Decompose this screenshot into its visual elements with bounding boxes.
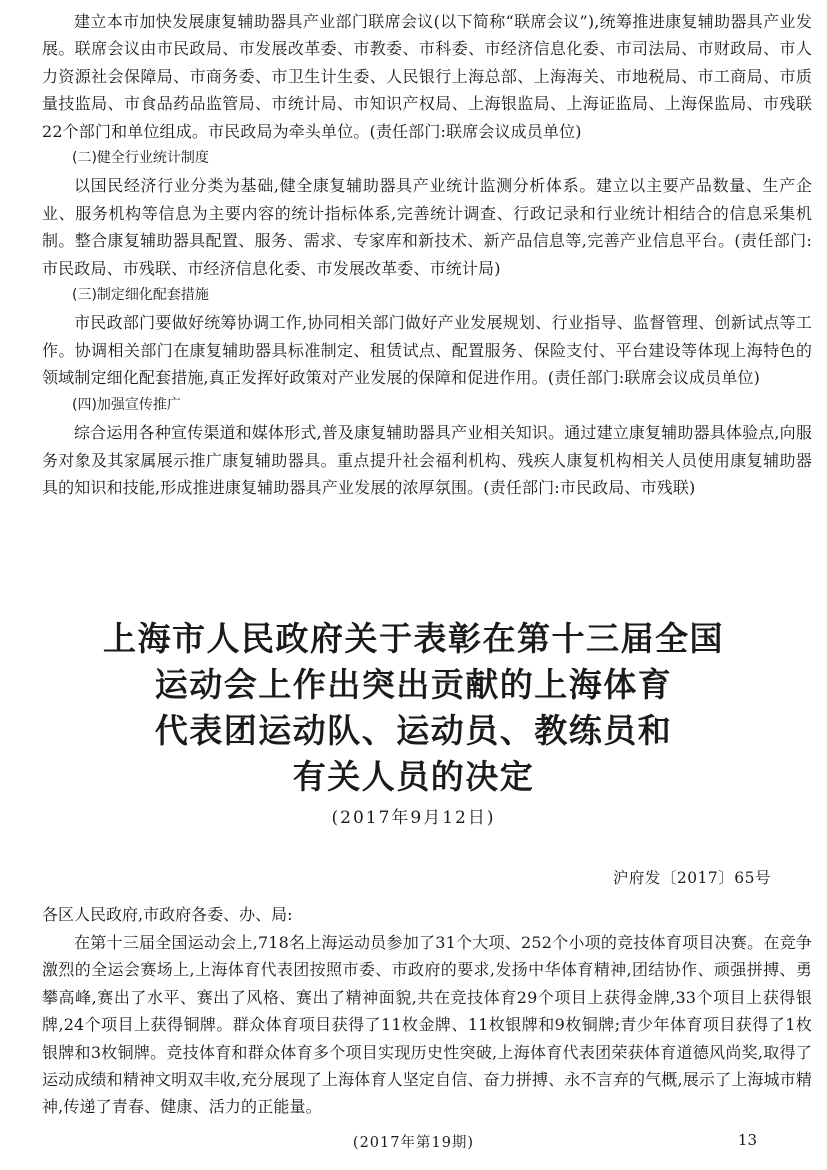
paragraph-publicity: 综合运用各种宣传渠道和媒体形式,普及康复辅助器具产业相关知识。通过建立康复辅助器具体验点,向服务对象及其家属展示推广康复辅助器具。重点提升社会福利机构、残疾人康复机构相关人员使用康复辅助器具的知识和技能,形成推进康复辅助器具产业发展的浓厚氛围。(责任部门:市民政局、市残联) (42, 423, 812, 497)
paragraph-statistics-system: 以国民经济行业分类为基础,健全康复辅助器具产业统计监测分析体系。建立以主要产品数量、生产企业、服务机构等信息为主要内容的统计指标体系,完善统计调查、行政记录和行业统计相结合的信息采集机制。整合康复辅助器具配置、服务、需求、专家库和新技术、新产品信息等,完善产业信息平台。(责任部门:市民政局、市残联、市经济信息化委、市发展改革委、市统计局) (42, 176, 812, 278)
heading-supporting-measures: (三)制定细化配套措施 (72, 287, 209, 304)
document-title-line-3: 代表团运动队、运动员、教练员和 (154, 711, 673, 750)
continued-section (42, 8, 812, 501)
document-date: (2017年9月12日) (331, 808, 496, 828)
salutation: 各区人民政府,市政府各委、办、局: (42, 905, 293, 924)
document-title-line-1: 上海市人民政府关于表彰在第十三届全国 (103, 619, 724, 658)
document-number: 沪府发〔2017〕65号 (612, 869, 771, 887)
heading-publicity: (四)加强宣传推广 (72, 396, 181, 413)
paragraph-supporting-measures: 市民政部门要做好统筹协调工作,协同相关部门做好产业发展规划、行业指导、监督管理、创新试点等工作。协调相关部门在康复辅助器具标准制定、租赁试点、配置服务、保险支付、平台建设等体现上海特色的领域制定细化配套措施,真正发挥好政策对产业发展的保障和促进作用。(责任部门:联席会议成员单位) (42, 313, 812, 388)
heading-statistics-system: (二)健全行业统计制度 (72, 150, 209, 167)
document-title-line-2: 运动会上作出突出贡献的上海体育 (154, 665, 673, 704)
body-paragraph: 在第十三届全国运动会上,718名上海运动员参加了31个大项、252个小项的竞技体育项目决赛。在竞争激烈的全运会赛场上,上海体育代表团按照市委、市政府的要求,发扬中华体育精神,团结协作、顽强拼搏、勇攀高峰,赛出了水平、赛出了风格、赛出了精神面貌,共在竞技体育29个项目上获得金牌,33个项目上获得银牌,24个项目上获得铜牌。群众体育项目获得了11枚金牌、11枚银牌和9枚铜牌;青少年体育项目获得了1枚银牌和3枚铜牌。竞技体育和群众体育多个项目实现历史性突破,上海体育代表团荣获体育道德风尚奖,取得了运动成绩和精神文明双丰收,充分展现了上海体育人坚定自信、奋力拼搏、永不言弃的气概,展示了上海城市精神,传递了青春、健康、活力的正能量。 (42, 933, 812, 1117)
paragraph-liaison-meeting: 建立本市加快发展康复辅助器具产业部门联席会议(以下简称“联席会议”),统筹推进康复辅助器具产业发展。联席会议由市民政局、市发展改革委、市教委、市科委、市经济信息化委、市司法局、市财政局、市人力资源社会保障局、市商务委、市卫生计生委、人民银行上海总部、上海海关、市地税局、市工商局、市质量技监局、市食品药品监管局、市统计局、市知识产权局、上海银监局、上海证监局、上海保监局、市残联22个部门和单位组成。市民政局为牵头单位。(责任部门:联席会议成员单位) (42, 12, 812, 141)
issue-label: (2017年第19期) (352, 1135, 475, 1151)
page-number: 13 (737, 1131, 757, 1149)
document-title-line-4: 有关人员的决定 (292, 757, 535, 796)
document-body (42, 929, 812, 1121)
